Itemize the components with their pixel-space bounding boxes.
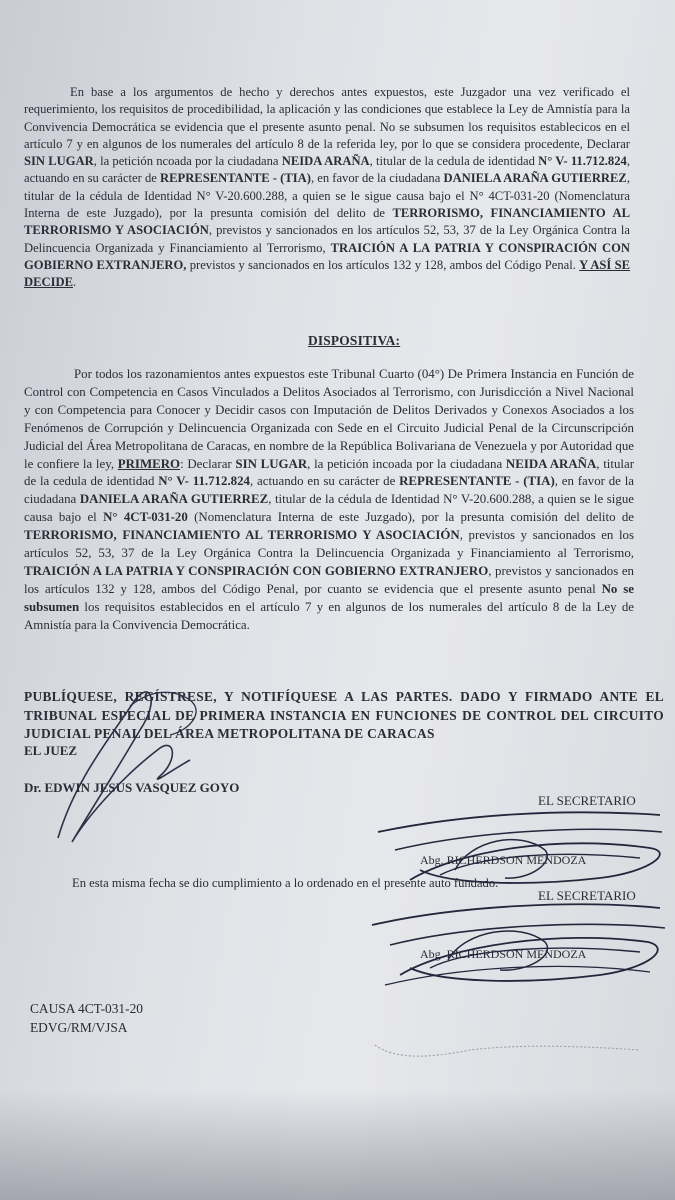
text: , previstos y sancionados en los artículos 52, 53, 37 de la Ley Orgánica Contra la Delincuencia Organizada y Financiamiento al Terrorismo, <box>24 223 630 255</box>
representative-role: REPRESENTANTE - (TIA) <box>160 171 311 186</box>
text: , titular de la cedula de identidad <box>24 456 634 489</box>
case-footer: CAUSA 4CT-031-20 <box>30 1001 143 1016</box>
considerandos-paragraph <box>24 84 630 292</box>
representative-role: REPRESENTANTE - (TIA) <box>399 474 555 489</box>
compliance-note: En esta misma fecha se dio cumplimiento a lo ordenado en el presente auto fundado. <box>72 876 499 890</box>
case-number: N° 4CT-031-20 <box>103 510 188 525</box>
text: (Nomenclatura Interna de este Juzgado), por la presunta comisión del delito de <box>187 510 635 525</box>
text: , en favor de la ciudadana <box>310 171 444 186</box>
accused-name: DANIELA ARAÑA GUTIERREZ <box>79 492 269 507</box>
text: previstos y sancionados en los artículos 132 y 128, ambos del Código Penal. <box>186 257 580 272</box>
initials-footer: EDVG/RM/VJSA <box>30 1020 128 1035</box>
dispositiva-paragraph <box>24 366 634 635</box>
dispositiva-heading: DISPOSITIVA: <box>308 333 401 348</box>
judge-title: EL JUEZ <box>24 743 78 758</box>
offenses-treason: TRAICIÓN A LA PATRIA Y CONSPIRACIÓN CON GOBIERNO EXTRANJERO, <box>24 240 630 272</box>
text: Por todos los razonamientos antes expuestos este Tribunal Cuarto (04°) De Primera Instancia en Función de Control con Competencia en Casos Vinculados a Delitos Asociados al Terrorismo, con Jurisdicción a Nivel Nacional y con Competencia para Conocer y Decidir casos con Imputación de Delitos Derivados y Conexos Asociados a los Fenómenos de Corrupción y Delincuencia Organizada con Sede en el Circuito Judicial Penal de la Circunscripción Judicial del Área Metropolitana de Caracas, en nombre de la República Bolivariana de Venezuela y por Autoridad que le confiere la ley, <box>24 367 634 471</box>
text: , previstos y sancionados en los artículos 52, 53, 37 de la Ley Orgánica Contra la Delincuencia Organizada y Financiamiento al Terrorismo, <box>24 528 634 561</box>
sin-lugar: SIN LUGAR <box>235 456 308 471</box>
text: En base a los argumentos de hecho y derechos antes expuestos, este Juzgador una vez verificado el requerimiento, los requisitos de procedibilidad, la aplicación y las condiciones que establece la Ley de Amnistía para la Convivencia Democrática se evidencia que el presente asunto penal. No se subsumen los requisitos establecicos en el artículo 7 y en algunos de los numerales del artículo 8 de la referida ley, por lo que se considera procedente, Declarar <box>24 85 630 151</box>
secretary-title: EL SECRETARIO <box>538 793 636 808</box>
offenses: TERRORISMO, FINANCIAMIENTO AL TERRORISMO Y ASOCIACIÓN <box>24 528 460 543</box>
text: , actuando en su carácter de <box>250 474 400 489</box>
text: . <box>73 275 77 290</box>
secretary-title-2: EL SECRETARIO <box>538 888 636 903</box>
text: , la petición incoada por la ciudadana <box>307 456 506 471</box>
page-shadow <box>0 1090 675 1200</box>
text: , titular de la cedula de identidad <box>369 154 539 169</box>
sin-lugar: SIN LUGAR <box>24 154 94 169</box>
text: , en favor de la ciudadana <box>24 474 634 507</box>
text: , actuando en su carácter de <box>24 154 630 186</box>
judge-name: Dr. EDWIN JESUS VASQUEZ GOYO <box>24 780 240 795</box>
not-subsumed: No se subsumen <box>24 581 635 614</box>
text: , titular de la cédula de Identidad N° V-20.600.288, a quien se le sigue causa bajo el <box>24 492 634 525</box>
closing-statement: PUBLÍQUESE, REGÍSTRESE, Y NOTIFÍQUESE A LAS PARTES. DADO Y FIRMADO ANTE EL TRIBUNAL ESPECIAL DE PRIMERA INSTANCIA EN FUNCIONES DE CONTROL DEL CIRCUITO JUDICIAL PENAL DEL ÁREA METROPOLITANA DE CARACAS <box>24 689 664 741</box>
text: los requisitos establecidos en el artículo 7 y en algunos de los numerales del artículo 8 de la Ley de Amnistía para la Convivencia Democrática. <box>24 599 634 632</box>
petitioner-name: NEIDA ARAÑA <box>281 154 370 169</box>
offenses: TERRORISMO, FINANCIAMIENTO AL TERRORISMO Y ASOCIACIÓN <box>24 206 630 238</box>
primero-label: PRIMERO <box>117 456 181 471</box>
offenses-treason: TRAICIÓN A LA PATRIA Y CONSPIRACIÓN CON GOBIERNO EXTRANJERO <box>24 563 489 578</box>
secretary-name-2: Abg. RICHERDSON MENDOZA <box>420 947 587 961</box>
secretary-name: Abg. RICHERDSON MENDOZA <box>420 853 587 867</box>
petitioner-name: NEIDA ARAÑA <box>505 456 597 471</box>
cedula-petitioner: N° V- 11.712.824 <box>158 474 251 489</box>
text: : Declarar <box>180 456 236 471</box>
text: , previstos y sancionados en los artículos 132 y 128, ambos del Código Penal, por cuanto se evidencia que el presente asunto penal <box>24 563 634 596</box>
text: , la petición ncoada por la ciudadana <box>93 154 282 169</box>
accused-name: DANIELA ARAÑA GUTIERREZ <box>443 171 627 186</box>
decision-phrase: Y ASÍ SE DECIDE <box>24 257 631 290</box>
text: , titular de la cédula de Identidad N° V-20.600.288, a quien se le sigue causa bajo el N° 4CT-031-20 (Nomenclatura Interna de este Juzgado), por la presunta comisión del delito de <box>24 171 630 221</box>
cedula-petitioner: N° V- 11.712.824 <box>538 154 627 169</box>
